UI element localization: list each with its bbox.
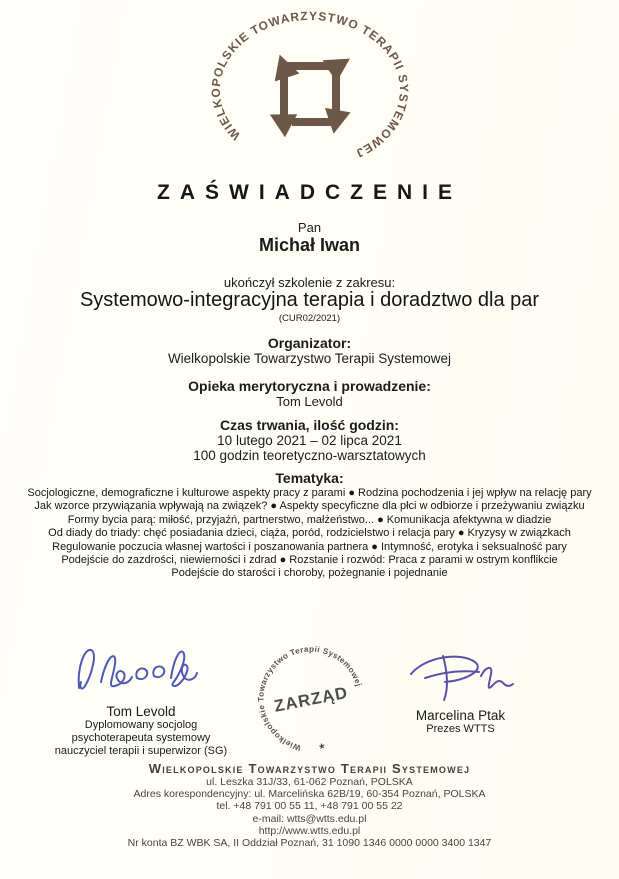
logo-circle-text: WIELKOPOLSKIE TOWARZYSTWO TERAPII SYSTEMOWEJ <box>208 8 411 161</box>
left-signer-title: Dyplomowany socjolog <box>84 719 198 731</box>
footer-org-name: Wielkopolskie Towarzystwo Terapii Systemowej <box>148 761 471 776</box>
footer-phone: tel. +48 791 00 55 11, +48 791 00 55 22 <box>216 800 403 813</box>
topics-line: Regulowanie poczucia własnej wartości i poszanowania partnera ● Intymność, erotyka i seksualność pary <box>52 540 567 553</box>
recipient-name: Michał Iwan <box>258 235 361 255</box>
stamp-star: ★ <box>316 740 327 752</box>
organizer-label: Organizator: <box>267 335 352 351</box>
organization-logo <box>0 8 619 172</box>
left-signer-title: nauczyciel terapii i superwizor (SG) <box>54 745 228 757</box>
tom-levold-signature <box>66 640 216 702</box>
svg-text:WIELKOPOLSKIE TOWARZYSTWO TERA <box>208 9 410 161</box>
course-intro-text: ukończył szkolenie z zakresu: <box>223 275 396 290</box>
footer-mailing-address: Adres korespondencyjny: ul. Marcelińska 62B/19, 60-354 Poznań, POLSKA <box>133 788 486 801</box>
zarzad-round-stamp <box>228 616 394 782</box>
duration-label: Czas trwania, ilość godzin: <box>220 417 399 433</box>
footer <box>0 761 619 849</box>
marcelina-ptak-signature <box>401 648 521 706</box>
left-signer-name: Tom Levold <box>106 704 176 719</box>
topics-line: Formy bycia parą: miłość, przyjaźń, partnerstwo, małżeństwo... ● Komunikacja afektywna w diadzie <box>67 513 552 526</box>
certificate-title: ZAŚWIADCZENIE <box>157 181 462 204</box>
stamp-circle-text: Wielkopolskie Towarzystwo Terapii Systemowej <box>256 644 364 753</box>
topics-line: Podejście do zazdrości, niewierności i zdrad ● Rozstanie i rozwód: Praca z parami w ostrym konflikcie <box>61 554 558 567</box>
course-code: (CUR02/2021) <box>278 313 341 324</box>
topics-list <box>0 487 619 581</box>
course-title: Systemowo-integracyjna terapia i doradztwo dla par <box>79 289 540 311</box>
recipient-salutation: Pan <box>297 220 322 235</box>
right-signer-title: Prezes WTTS <box>426 723 495 735</box>
left-signer-title: psychoterapeuta systemowy <box>71 732 211 744</box>
supervision-name: Tom Levold <box>276 394 343 409</box>
signature-block-right <box>378 648 543 736</box>
topics-line: Od diady do triady: chęć posiadania dzieci, ciąża, poród, rodzicielstwo i relacja pary ● Kryzysy w związkach <box>48 527 571 540</box>
signature-block-left <box>26 640 256 758</box>
topics-line: Podejście do starości i choroby, pożegnanie i pojednanie <box>171 567 448 580</box>
topics-line: Jak wzorce przywiązania wpływają na związek? ● Aspekty specyficzne dla płci w odbiorze i przeżywaniu związku <box>34 500 585 513</box>
footer-bank-account: Nr konta BZ WBK SA, II Oddział Poznań, 31 1090 1346 0000 0000 3400 1347 <box>127 837 492 850</box>
topics-line: Socjologiczne, demograficzne i kulturowe aspekty pracy z parami ● Rodzina pochodzenia i jej wpływ na relację pary <box>27 487 592 499</box>
logo-arrows-cycle-icon <box>200 8 420 172</box>
supervision-label: Opieka merytoryczna i prowadzenie: <box>188 378 431 394</box>
duration-dates: 10 lutego 2021 – 02 lipca 2021 <box>217 433 402 448</box>
duration-hours: 100 godzin teoretyczno-warsztatowych <box>193 448 426 463</box>
organizer-name: Wielkopolskie Towarzystwo Terapii Systemowej <box>167 351 452 366</box>
stamp-center-text: ZARZĄD <box>272 682 350 716</box>
footer-website: http://www.wtts.edu.pl <box>258 824 361 837</box>
right-signer-name: Marcelina Ptak <box>415 708 506 723</box>
footer-email: e-mail: wtts@wtts.edu.pl <box>252 812 367 825</box>
footer-address: ul. Leszka 31J/33, 61-062 Poznań, POLSKA <box>206 776 413 788</box>
topics-label: Tematyka: <box>275 470 344 486</box>
